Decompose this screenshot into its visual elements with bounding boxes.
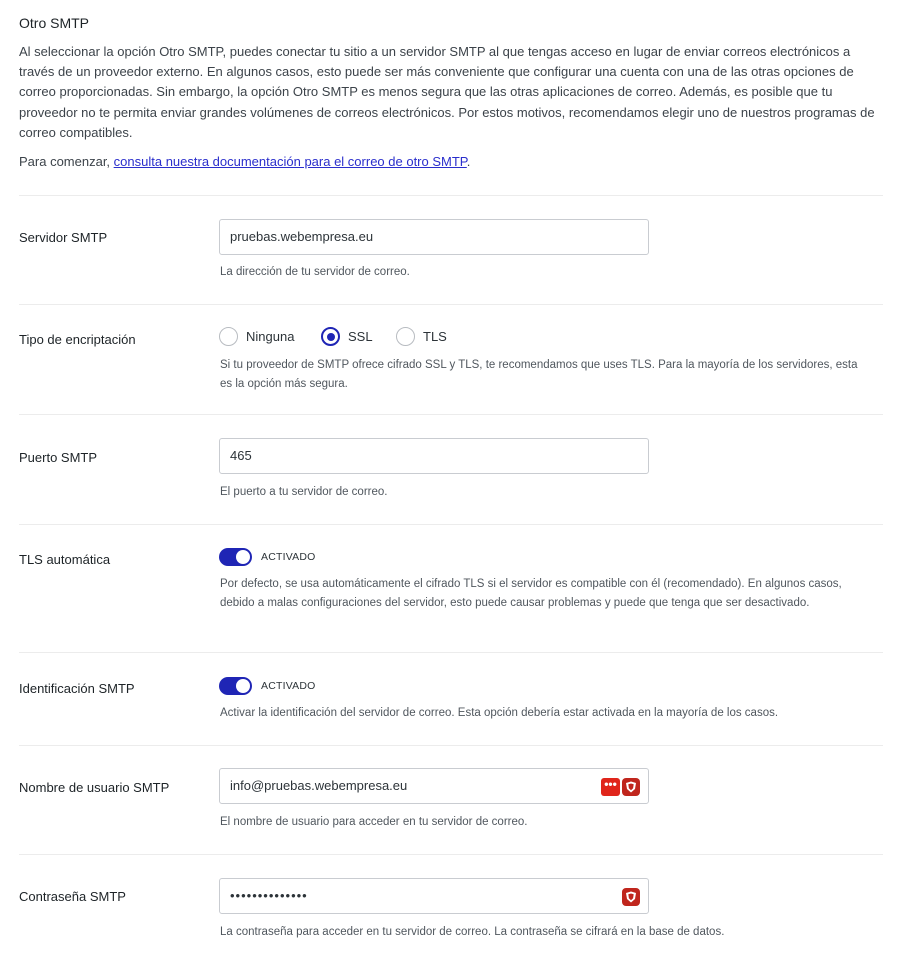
radio-label-ssl: SSL	[348, 329, 373, 344]
intro-start-text	[19, 153, 470, 171]
start-prefix: Para comenzar,	[19, 154, 114, 169]
intro-description: Al seleccionar la opción Otro SMTP, puedes conectar tu sitio a un servidor SMTP al que tengas acceso en lugar de enviar correos electrónicos a través de un proveedor externo. En algunos casos, esto puede ser más conveniente que configurar una cuenta con una de las otras opciones de correo proporcionadas. Sin embargo, la opción Otro SMTP es menos segura que las otras aplicaciones de correo. Además, es posible que tu proveedor no te permita enviar grandes volúmenes de correos electrónicos. Por estos motivos, recomendamos elegir uno de nuestros programas de correo compatibles.	[19, 44, 875, 140]
smtp-port-input[interactable]: 465	[219, 438, 649, 474]
divider	[19, 414, 883, 415]
shield-icon[interactable]	[622, 888, 640, 906]
smtp-user-help: El nombre de usuario para acceder en tu servidor de correo.	[220, 816, 528, 828]
smtp-auth-state: ACTIVADO	[261, 680, 316, 692]
auto-tls-toggle[interactable]	[219, 548, 252, 566]
smtp-auth-toggle[interactable]	[219, 677, 252, 695]
smtp-user-label: Nombre de usuario SMTP	[19, 780, 170, 795]
encryption-label: Tipo de encriptación	[19, 332, 136, 347]
auto-tls-help: Por defecto, se usa automáticamente el cifrado TLS si el servidor es compatible con él (recomendado). En algunos casos, debido a malas configuraciones del servidor, esto puede causar problemas y puede que tenga que ser desactivado.	[220, 578, 842, 609]
radio-button-tls[interactable]	[396, 327, 415, 346]
smtp-pass-help: La contraseña para acceder en tu servidor de correo. La contraseña se cifrará en la base de datos.	[220, 926, 725, 938]
smtp-host-input[interactable]: pruebas.webempresa.eu	[219, 219, 649, 255]
smtp-pass-label: Contraseña SMTP	[19, 889, 126, 904]
smtp-host-help: La dirección de tu servidor de correo.	[220, 266, 410, 278]
smtp-user-value: info@pruebas.webempresa.eu	[230, 778, 408, 793]
divider	[19, 524, 883, 525]
auto-tls-label: TLS automática	[19, 552, 111, 567]
divider	[19, 854, 883, 855]
section-title: Otro SMTP	[19, 15, 90, 31]
auto-tls-state: ACTIVADO	[261, 551, 316, 563]
smtp-pass-value: ••••••••••••••	[230, 888, 308, 903]
smtp-host-label: Servidor SMTP	[19, 230, 108, 245]
smtp-pass-input[interactable]	[219, 878, 649, 914]
radio-button-ninguna[interactable]	[219, 327, 238, 346]
smtp-user-input[interactable]	[219, 768, 649, 804]
smtp-port-label: Puerto SMTP	[19, 450, 98, 465]
radio-label-ninguna: Ninguna	[246, 329, 295, 344]
documentation-link[interactable]: consulta nuestra documentación para el correo de otro SMTP	[113, 154, 467, 169]
smtp-auth-label: Identificación SMTP	[19, 681, 135, 696]
divider	[19, 195, 883, 196]
encryption-help: Si tu proveedor de SMTP ofrece cifrado SSL y TLS, te recomendamos que uses TLS. Para la mayoría de los servidores, esta es la opción más segura.	[220, 359, 858, 390]
start-suffix: .	[466, 154, 471, 169]
divider	[19, 304, 883, 305]
divider	[19, 745, 883, 746]
dots-icon[interactable]: •••	[601, 778, 620, 796]
shield-icon[interactable]	[622, 778, 640, 796]
smtp-port-help: El puerto a tu servidor de correo.	[220, 486, 388, 498]
radio-button-ssl[interactable]	[321, 327, 340, 346]
radio-label-tls: TLS	[423, 329, 447, 344]
smtp-auth-help: Activar la identificación del servidor de correo. Esta opción debería estar activada en la mayoría de los casos.	[220, 707, 779, 719]
divider	[19, 652, 883, 653]
